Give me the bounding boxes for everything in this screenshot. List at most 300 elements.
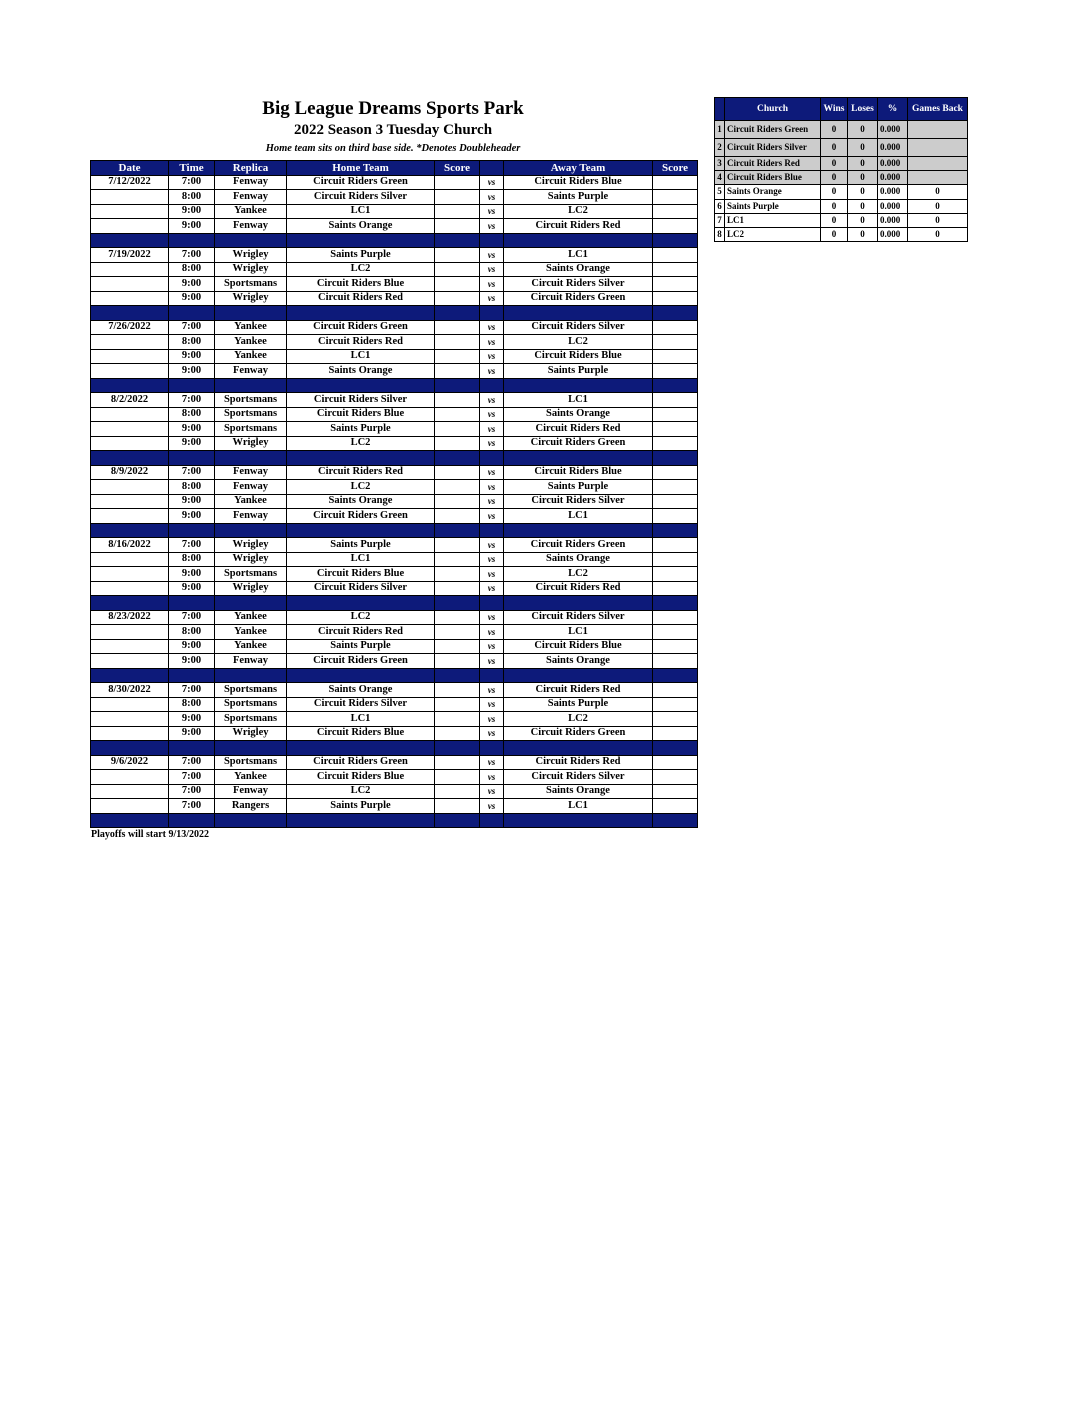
separator-cell xyxy=(480,523,504,538)
replica-cell: Sportsmans xyxy=(215,407,287,422)
away-team-cell: Circuit Riders Red xyxy=(504,219,653,234)
separator-cell xyxy=(435,451,480,466)
away-score-cell xyxy=(653,393,698,408)
date-cell: 7/12/2022 xyxy=(91,175,169,190)
replica-cell: Sportsmans xyxy=(215,567,287,582)
loses-cell: 0 xyxy=(848,213,878,227)
time-cell: 7:00 xyxy=(169,465,215,480)
home-score-cell xyxy=(435,509,480,524)
loses-cell: 0 xyxy=(848,121,878,139)
col-loses-header: Loses xyxy=(848,98,878,121)
away-score-cell xyxy=(653,480,698,495)
replica-cell: Yankee xyxy=(215,770,287,785)
separator-cell xyxy=(653,741,698,756)
standings-row xyxy=(715,157,968,171)
separator-cell xyxy=(215,668,287,683)
home-score-cell xyxy=(435,349,480,364)
away-team-cell: Circuit Riders Silver xyxy=(504,277,653,292)
away-team-cell: Circuit Riders Green xyxy=(504,726,653,741)
time-cell: 8:00 xyxy=(169,697,215,712)
time-cell: 9:00 xyxy=(169,436,215,451)
separator-cell xyxy=(169,378,215,393)
table-row xyxy=(91,552,698,567)
separator-cell xyxy=(504,451,653,466)
date-cell: 8/23/2022 xyxy=(91,610,169,625)
time-cell: 8:00 xyxy=(169,407,215,422)
standings-header-row xyxy=(715,98,968,121)
separator-cell xyxy=(653,306,698,321)
home-team-cell: LC2 xyxy=(287,610,435,625)
date-cell: 8/30/2022 xyxy=(91,683,169,698)
home-team-cell: LC2 xyxy=(287,480,435,495)
time-cell: 9:00 xyxy=(169,204,215,219)
separator-cell xyxy=(504,596,653,611)
away-team-cell: Saints Orange xyxy=(504,654,653,669)
home-score-cell xyxy=(435,277,480,292)
separator-cell xyxy=(287,378,435,393)
away-team-cell: Saints Orange xyxy=(504,262,653,277)
table-row xyxy=(91,393,698,408)
table-row xyxy=(91,480,698,495)
replica-cell: Yankee xyxy=(215,335,287,350)
vs-cell: vs xyxy=(480,639,504,654)
separator-cell xyxy=(91,668,169,683)
week-separator-row xyxy=(91,378,698,393)
replica-cell: Wrigley xyxy=(215,262,287,277)
page-title: Big League Dreams Sports Park xyxy=(262,98,524,119)
week-separator-row xyxy=(91,233,698,248)
team-cell: Circuit Riders Silver xyxy=(725,139,821,157)
time-cell: 7:00 xyxy=(169,393,215,408)
separator-cell xyxy=(169,813,215,828)
wins-cell: 0 xyxy=(821,171,848,185)
separator-cell xyxy=(287,813,435,828)
time-cell: 9:00 xyxy=(169,219,215,234)
home-score-cell xyxy=(435,248,480,263)
col-vs-header xyxy=(480,161,504,176)
away-score-cell xyxy=(653,262,698,277)
home-score-cell xyxy=(435,654,480,669)
replica-cell: Fenway xyxy=(215,480,287,495)
home-team-cell: Circuit Riders Red xyxy=(287,335,435,350)
away-score-cell xyxy=(653,581,698,596)
home-team-cell: Circuit Riders Green xyxy=(287,175,435,190)
separator-cell xyxy=(91,596,169,611)
replica-cell: Yankee xyxy=(215,610,287,625)
wins-cell: 0 xyxy=(821,213,848,227)
col-pct-header: % xyxy=(878,98,908,121)
schedule-note: Home team sits on third base side. *Denotes Doubleheader xyxy=(265,143,521,154)
time-cell: 8:00 xyxy=(169,552,215,567)
separator-cell xyxy=(504,378,653,393)
date-cell xyxy=(91,364,169,379)
away-score-cell xyxy=(653,567,698,582)
time-cell: 9:00 xyxy=(169,277,215,292)
separator-cell xyxy=(435,523,480,538)
week-separator-row xyxy=(91,306,698,321)
vs-cell: vs xyxy=(480,262,504,277)
table-row xyxy=(91,407,698,422)
separator-cell xyxy=(169,451,215,466)
home-score-cell xyxy=(435,204,480,219)
date-cell xyxy=(91,494,169,509)
separator-cell xyxy=(169,233,215,248)
table-row xyxy=(91,639,698,654)
home-score-cell xyxy=(435,712,480,727)
vs-cell: vs xyxy=(480,683,504,698)
rank-cell: 6 xyxy=(715,199,725,213)
date-cell xyxy=(91,349,169,364)
home-team-cell: Circuit Riders Red xyxy=(287,625,435,640)
date-cell xyxy=(91,784,169,799)
home-score-cell xyxy=(435,567,480,582)
table-row xyxy=(91,770,698,785)
standings-row xyxy=(715,227,968,241)
table-row xyxy=(91,422,698,437)
table-row xyxy=(91,784,698,799)
date-cell xyxy=(91,335,169,350)
home-score-cell xyxy=(435,726,480,741)
team-cell: Saints Orange xyxy=(725,185,821,199)
team-cell: Circuit Riders Blue xyxy=(725,171,821,185)
separator-cell xyxy=(287,233,435,248)
vs-cell: vs xyxy=(480,219,504,234)
date-cell: 7/26/2022 xyxy=(91,320,169,335)
separator-cell xyxy=(215,741,287,756)
table-row xyxy=(91,349,698,364)
home-score-cell xyxy=(435,538,480,553)
table-row xyxy=(91,799,698,814)
loses-cell: 0 xyxy=(848,171,878,185)
home-team-cell: Circuit Riders Blue xyxy=(287,726,435,741)
replica-cell: Sportsmans xyxy=(215,712,287,727)
away-score-cell xyxy=(653,320,698,335)
home-team-cell: Saints Purple xyxy=(287,639,435,654)
separator-cell xyxy=(504,523,653,538)
home-team-cell: LC1 xyxy=(287,349,435,364)
date-cell xyxy=(91,422,169,437)
away-team-cell: Circuit Riders Red xyxy=(504,581,653,596)
rank-cell: 7 xyxy=(715,213,725,227)
separator-cell xyxy=(504,741,653,756)
home-score-cell xyxy=(435,770,480,785)
away-team-cell: Circuit Riders Silver xyxy=(504,320,653,335)
replica-cell: Sportsmans xyxy=(215,422,287,437)
replica-cell: Fenway xyxy=(215,364,287,379)
replica-cell: Fenway xyxy=(215,190,287,205)
home-team-cell: Circuit Riders Silver xyxy=(287,581,435,596)
home-score-cell xyxy=(435,422,480,437)
separator-cell xyxy=(435,668,480,683)
away-team-cell: LC1 xyxy=(504,625,653,640)
table-row xyxy=(91,204,698,219)
home-team-cell: Saints Orange xyxy=(287,494,435,509)
away-score-cell xyxy=(653,465,698,480)
home-team-cell: LC2 xyxy=(287,262,435,277)
separator-cell xyxy=(435,378,480,393)
date-cell xyxy=(91,219,169,234)
separator-cell xyxy=(480,306,504,321)
time-cell: 7:00 xyxy=(169,770,215,785)
team-cell: LC1 xyxy=(725,213,821,227)
replica-cell: Fenway xyxy=(215,219,287,234)
replica-cell: Yankee xyxy=(215,204,287,219)
time-cell: 9:00 xyxy=(169,422,215,437)
week-separator-row xyxy=(91,523,698,538)
away-score-cell xyxy=(653,770,698,785)
rank-cell: 5 xyxy=(715,185,725,199)
home-team-cell: Circuit Riders Green xyxy=(287,320,435,335)
separator-cell xyxy=(91,378,169,393)
col-wins-header: Wins xyxy=(821,98,848,121)
pct-cell: 0.000 xyxy=(878,213,908,227)
home-score-cell xyxy=(435,799,480,814)
away-score-cell xyxy=(653,610,698,625)
date-cell xyxy=(91,799,169,814)
vs-cell: vs xyxy=(480,726,504,741)
time-cell: 9:00 xyxy=(169,494,215,509)
vs-cell: vs xyxy=(480,436,504,451)
table-row xyxy=(91,277,698,292)
separator-cell xyxy=(435,741,480,756)
date-cell: 9/6/2022 xyxy=(91,755,169,770)
wins-cell: 0 xyxy=(821,227,848,241)
col-away-team-header: Away Team xyxy=(504,161,653,176)
col-date-header: Date xyxy=(91,161,169,176)
away-team-cell: Saints Purple xyxy=(504,697,653,712)
away-team-cell: Circuit Riders Green xyxy=(504,291,653,306)
time-cell: 8:00 xyxy=(169,625,215,640)
away-team-cell: Circuit Riders Silver xyxy=(504,770,653,785)
vs-cell: vs xyxy=(480,407,504,422)
games-back-cell xyxy=(908,171,968,185)
away-team-cell: Circuit Riders Blue xyxy=(504,175,653,190)
col-away-score-header: Score xyxy=(653,161,698,176)
separator-cell xyxy=(287,741,435,756)
away-team-cell: Circuit Riders Blue xyxy=(504,349,653,364)
home-team-cell: LC1 xyxy=(287,712,435,727)
date-cell xyxy=(91,639,169,654)
home-team-cell: Saints Purple xyxy=(287,538,435,553)
away-score-cell xyxy=(653,538,698,553)
home-team-cell: Circuit Riders Silver xyxy=(287,190,435,205)
away-team-cell: LC1 xyxy=(504,509,653,524)
away-score-cell xyxy=(653,175,698,190)
home-team-cell: LC1 xyxy=(287,204,435,219)
vs-cell: vs xyxy=(480,465,504,480)
team-cell: Saints Purple xyxy=(725,199,821,213)
date-cell xyxy=(91,581,169,596)
time-cell: 7:00 xyxy=(169,799,215,814)
wins-cell: 0 xyxy=(821,121,848,139)
separator-cell xyxy=(480,668,504,683)
vs-cell: vs xyxy=(480,697,504,712)
replica-cell: Sportsmans xyxy=(215,683,287,698)
home-score-cell xyxy=(435,219,480,234)
replica-cell: Rangers xyxy=(215,799,287,814)
vs-cell: vs xyxy=(480,393,504,408)
replica-cell: Yankee xyxy=(215,639,287,654)
away-score-cell xyxy=(653,190,698,205)
away-score-cell xyxy=(653,291,698,306)
table-row xyxy=(91,581,698,596)
time-cell: 9:00 xyxy=(169,349,215,364)
standings-row xyxy=(715,199,968,213)
separator-cell xyxy=(653,596,698,611)
games-back-cell: 0 xyxy=(908,213,968,227)
vs-cell: vs xyxy=(480,770,504,785)
rank-cell: 8 xyxy=(715,227,725,241)
rank-cell: 1 xyxy=(715,121,725,139)
games-back-cell: 0 xyxy=(908,199,968,213)
home-team-cell: Saints Purple xyxy=(287,422,435,437)
replica-cell: Wrigley xyxy=(215,538,287,553)
replica-cell: Yankee xyxy=(215,349,287,364)
away-team-cell: LC2 xyxy=(504,335,653,350)
team-cell: Circuit Riders Green xyxy=(725,121,821,139)
rank-cell: 4 xyxy=(715,171,725,185)
away-score-cell xyxy=(653,639,698,654)
away-team-cell: Circuit Riders Green xyxy=(504,538,653,553)
schedule-table xyxy=(90,160,698,828)
away-team-cell: Circuit Riders Red xyxy=(504,755,653,770)
time-cell: 7:00 xyxy=(169,538,215,553)
vs-cell: vs xyxy=(480,712,504,727)
vs-cell: vs xyxy=(480,567,504,582)
time-cell: 8:00 xyxy=(169,335,215,350)
separator-cell xyxy=(169,523,215,538)
time-cell: 8:00 xyxy=(169,262,215,277)
time-cell: 7:00 xyxy=(169,610,215,625)
separator-cell xyxy=(91,451,169,466)
separator-cell xyxy=(215,378,287,393)
home-score-cell xyxy=(435,610,480,625)
table-row xyxy=(91,712,698,727)
home-team-cell: LC2 xyxy=(287,436,435,451)
separator-cell xyxy=(169,306,215,321)
replica-cell: Fenway xyxy=(215,654,287,669)
vs-cell: vs xyxy=(480,538,504,553)
away-score-cell xyxy=(653,219,698,234)
home-score-cell xyxy=(435,639,480,654)
separator-cell xyxy=(287,523,435,538)
separator-cell xyxy=(653,451,698,466)
games-back-cell xyxy=(908,157,968,171)
vs-cell: vs xyxy=(480,625,504,640)
vs-cell: vs xyxy=(480,654,504,669)
home-score-cell xyxy=(435,262,480,277)
home-score-cell xyxy=(435,784,480,799)
away-team-cell: Saints Purple xyxy=(504,364,653,379)
table-row xyxy=(91,436,698,451)
table-row xyxy=(91,538,698,553)
away-team-cell: LC2 xyxy=(504,712,653,727)
rank-cell: 2 xyxy=(715,139,725,157)
time-cell: 7:00 xyxy=(169,755,215,770)
wins-cell: 0 xyxy=(821,139,848,157)
playoffs-note: Playoffs will start 9/13/2022 xyxy=(91,829,210,840)
date-cell: 8/2/2022 xyxy=(91,393,169,408)
table-row xyxy=(91,567,698,582)
home-team-cell: Circuit Riders Red xyxy=(287,291,435,306)
date-cell xyxy=(91,407,169,422)
home-team-cell: Circuit Riders Red xyxy=(287,465,435,480)
away-team-cell: Circuit Riders Silver xyxy=(504,494,653,509)
vs-cell: vs xyxy=(480,291,504,306)
table-row xyxy=(91,248,698,263)
home-team-cell: LC2 xyxy=(287,784,435,799)
separator-cell xyxy=(91,523,169,538)
table-row xyxy=(91,509,698,524)
vs-cell: vs xyxy=(480,755,504,770)
time-cell: 8:00 xyxy=(169,480,215,495)
vs-cell: vs xyxy=(480,480,504,495)
replica-cell: Wrigley xyxy=(215,581,287,596)
table-row xyxy=(91,465,698,480)
vs-cell: vs xyxy=(480,190,504,205)
away-score-cell xyxy=(653,625,698,640)
separator-cell xyxy=(480,596,504,611)
home-team-cell: Saints Purple xyxy=(287,248,435,263)
away-team-cell: LC2 xyxy=(504,567,653,582)
table-row xyxy=(91,494,698,509)
away-score-cell xyxy=(653,277,698,292)
team-cell: Circuit Riders Red xyxy=(725,157,821,171)
separator-cell xyxy=(653,523,698,538)
week-separator-row xyxy=(91,813,698,828)
away-score-cell xyxy=(653,335,698,350)
vs-cell: vs xyxy=(480,581,504,596)
vs-cell: vs xyxy=(480,784,504,799)
standings-row xyxy=(715,185,968,199)
date-cell xyxy=(91,436,169,451)
home-score-cell xyxy=(435,755,480,770)
pct-cell: 0.000 xyxy=(878,121,908,139)
away-team-cell: Circuit Riders Red xyxy=(504,422,653,437)
vs-cell: vs xyxy=(480,349,504,364)
separator-cell xyxy=(215,523,287,538)
separator-cell xyxy=(169,668,215,683)
home-score-cell xyxy=(435,625,480,640)
home-score-cell xyxy=(435,190,480,205)
home-team-cell: Saints Purple xyxy=(287,799,435,814)
replica-cell: Sportsmans xyxy=(215,393,287,408)
home-score-cell xyxy=(435,581,480,596)
away-score-cell xyxy=(653,436,698,451)
away-score-cell xyxy=(653,349,698,364)
col-replica-header: Replica xyxy=(215,161,287,176)
vs-cell: vs xyxy=(480,335,504,350)
time-cell: 9:00 xyxy=(169,726,215,741)
home-team-cell: Circuit Riders Blue xyxy=(287,277,435,292)
vs-cell: vs xyxy=(480,248,504,263)
vs-cell: vs xyxy=(480,364,504,379)
date-cell xyxy=(91,552,169,567)
table-row xyxy=(91,262,698,277)
date-cell: 7/19/2022 xyxy=(91,248,169,263)
home-score-cell xyxy=(435,393,480,408)
home-score-cell xyxy=(435,320,480,335)
replica-cell: Fenway xyxy=(215,784,287,799)
vs-cell: vs xyxy=(480,494,504,509)
date-cell xyxy=(91,291,169,306)
table-row xyxy=(91,175,698,190)
table-row xyxy=(91,190,698,205)
separator-cell xyxy=(435,233,480,248)
loses-cell: 0 xyxy=(848,185,878,199)
separator-cell xyxy=(287,596,435,611)
pct-cell: 0.000 xyxy=(878,199,908,213)
